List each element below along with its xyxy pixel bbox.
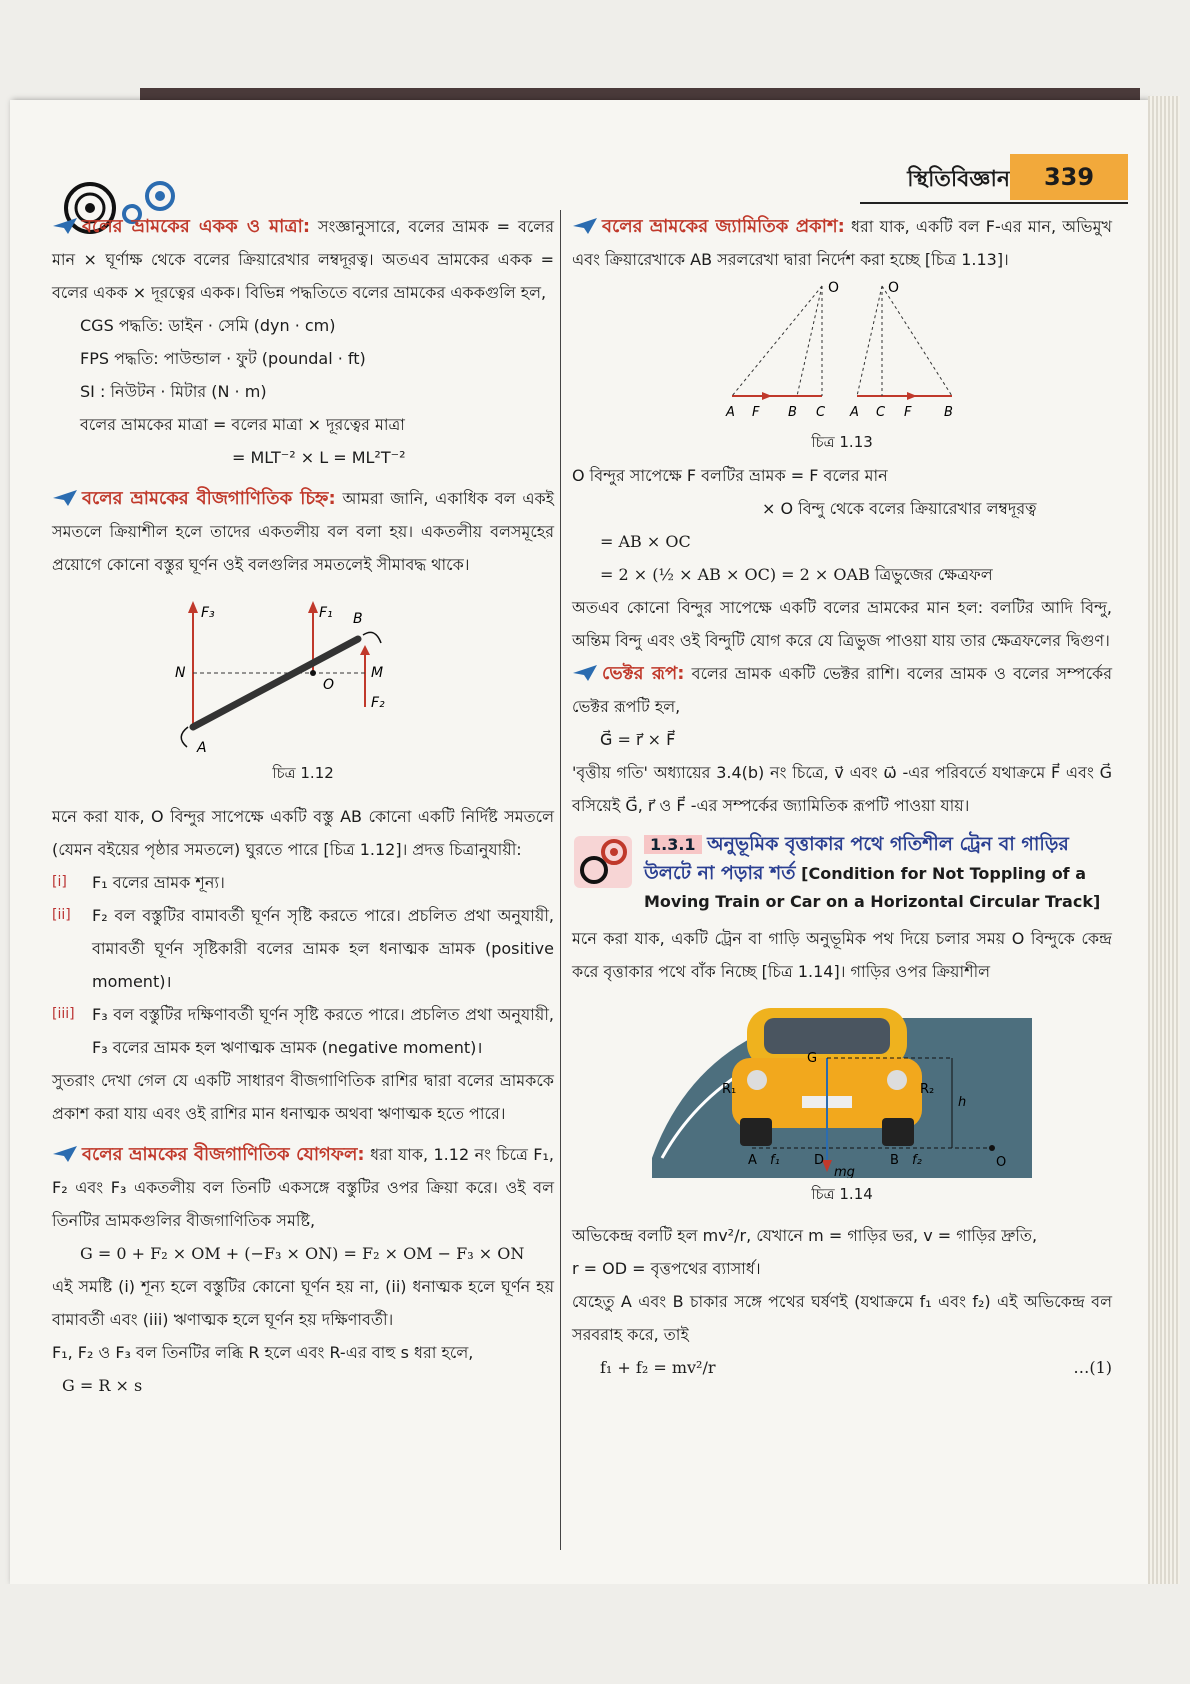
label-mg: mg	[834, 1165, 855, 1178]
sign-text: আমরা জানি, একাধিক বল একই সমতলে ক্রিয়াশীল হলে তাদের একতলীয় বল বলা হয়। একতলীয় বলসমূহের প্রয়োগে কোনো বস্তুর ঘূর্ণন ওই বলগুলির সমতলেই সীমাবদ্ধ থাকে।	[52, 489, 555, 574]
label-f2: F₂	[371, 695, 385, 711]
geometric-text: ধরা যাক, একটি বল F-এর মান, অভিমুখ এবং ক্রিয়ারেখাকে AB সরলরেখা দ্বারা নির্দেশ করা হচ্ছে [চিত্র 1.13]।	[572, 217, 1112, 269]
item-number: [i]	[52, 874, 67, 890]
f1-arrow	[308, 601, 318, 613]
section-sign	[52, 482, 554, 581]
equation-triangle: = 2 × (½ × AB × OC) = 2 × OAB ত্রিভুজের ক্ষেত্রফল	[600, 565, 993, 584]
para-resultant: F₁, F₂ ও F₃ বল তিনটির লব্ধি R হলে এবং R-এর বাহু s ধরা হলে,	[52, 1343, 474, 1362]
background-top	[0, 0, 1190, 100]
rotation-arrow-b	[363, 632, 381, 643]
header-rule	[860, 202, 1128, 204]
section-algebraic-sum	[52, 1138, 554, 1237]
list-item	[52, 998, 554, 1064]
car-windshield	[764, 1018, 890, 1054]
paper-plane-icon	[572, 217, 598, 235]
para-car: মনে করা যাক, একটি ট্রেন বা গাড়ি অনুভূমিক পথ দিয়ে চলার সময় O বিন্দুকে কেন্দ্র করে বৃত্তাকার পথে বাঁক নিচ্ছে [চিত্র 1.14]। গাড়ির ওপর ক্রিয়াশীল	[572, 929, 1112, 981]
section-units	[52, 210, 554, 309]
label-g: G	[807, 1051, 818, 1066]
figure-1-13-caption: চিত্র 1.13	[811, 433, 873, 451]
label-a2: A	[850, 405, 859, 420]
vector-text: বলের ভ্রামক একটি ভেক্টর রাশি। বলের ভ্রামক ও বলের সম্পর্কের ভেক্টর রূপটি হল,	[572, 664, 1112, 716]
item-text: F₂ বল বস্তুটির বামাবর্তী ঘূর্ণন সৃষ্টি করতে পারে। প্রচলিত প্রথা অনুযায়ী, বামাবর্তী ঘূর্ণন সৃষ্টিকারী বলের ভ্রামক হল ধনাত্মক ভ্রামক (positive moment)।	[92, 906, 554, 991]
label-a: A	[748, 1153, 757, 1168]
fps-line: FPS পদ্ধতি: পাউন্ডাল · ফুট (poundal · ft)	[80, 349, 366, 368]
label-b1: B	[788, 405, 797, 420]
wheel-b	[882, 1118, 914, 1146]
car-on-track-diagram	[652, 988, 1032, 1178]
running-title: স্থিতিবিজ্ঞান	[907, 167, 1010, 192]
label-f2: F	[904, 405, 912, 420]
edge-ob-1	[797, 286, 822, 396]
left-column	[52, 210, 554, 1402]
label-a1: A	[726, 405, 735, 420]
column-divider	[560, 210, 561, 1550]
section-1-3-1	[572, 830, 1112, 916]
right-column	[572, 210, 1112, 1384]
center-o	[989, 1145, 995, 1151]
paper-plane-icon	[52, 217, 78, 235]
para-sum-cases: এই সমষ্টি (i) শূন্য হলে বস্তুটির কোনো ঘূর্ণন হয় না, (ii) ধনাত্মক হলে ঘূর্ণন হয় বামাবর্তী এবং (iii) ঋণাত্মক হলে ঘূর্ণন হয় দক্ষিণাবর্তী।	[52, 1277, 554, 1329]
label-b: B	[353, 611, 363, 627]
rotation-arrow-a	[181, 727, 188, 747]
label-o: O	[996, 1155, 1007, 1170]
equation-rs: G = R × s	[62, 1376, 143, 1395]
f2-arrow	[360, 645, 370, 655]
page-stack-edge	[1148, 96, 1180, 1586]
para-centripetal: অভিকেন্দ্র বলটি হল mv²/r, যেখানে m = গাড়ির ভর, v = গাড়ির দ্রুতি,	[572, 1226, 1038, 1245]
arrow-f-2	[907, 392, 917, 400]
para-triangle: অতএব কোনো বিন্দুর সাপেক্ষে একটি বলের ভ্রামকের মান হল: বলটির আদি বিন্দু, অন্তিম বিন্দু এবং ওই বিন্দুটি যোগ করে যে ত্রিভুজ পাওয়া যায় তার ক্ষেত্রফলের দ্বিগুণ।	[572, 598, 1112, 650]
figure-1-14	[572, 988, 1112, 1211]
equation-final-text: f₁ + f₂ = mv²/r	[600, 1358, 716, 1377]
section-title-bn: অনুভূমিক বৃত্তাকার পথে গতিশীল ট্রেন বা গাড়ির উলটে না পড়ার শর্ত	[644, 833, 1069, 884]
para-fig12: মনে করা যাক, O বিন্দুর সাপেক্ষে একটি বস্তু AB কোনো একটি নির্দিষ্ট সমতলে (যেমন বইয়ের পৃষ্ঠার সমতলে) ঘুরতে পারে [চিত্র 1.12]। প্রদত্ত চিত্রানুযায়ী:	[52, 807, 554, 859]
para-conclusion: সুতরাং দেখা গেল যে একটি সাধারণ বীজগাণিতিক রাশির দ্বারা বলের ভ্রামককে প্রকাশ করা যায় এবং ওই রাশির মান ধনাত্মক অথবা ঋণাত্মক হতে পারে।	[52, 1071, 554, 1123]
section-title	[644, 830, 1112, 916]
label-f1: F	[752, 405, 760, 420]
gear-section-icon	[572, 830, 636, 894]
triangle-diagram	[722, 276, 962, 426]
geometric-title: বলের ভ্রামকের জ্যামিতিক প্রকাশ:	[602, 216, 845, 237]
label-f1: F₁	[319, 605, 333, 621]
edge-ob-2	[882, 286, 952, 396]
equation-vector: G⃗ = r⃗ × F⃗	[600, 730, 676, 749]
section-vector	[572, 657, 1112, 723]
label-f3: F₃	[201, 605, 215, 621]
figure-1-14-caption: চিত্র 1.14	[811, 1185, 873, 1203]
figure-1-12-caption: চিত্র 1.12	[272, 764, 334, 782]
equation-ab-oc: = AB × OC	[600, 532, 691, 551]
section-number: 1.3.1	[644, 835, 702, 854]
sign-title: বলের ভ্রামকের বীজগাণিতিক চিহ্ন:	[82, 488, 336, 509]
item-number: [ii]	[52, 907, 71, 923]
para-vector: 'বৃত্তীয় গতি' অধ্যায়ের 3.4(b) নং চিত্রে, v⃗ এবং ω⃗ -এর পরিবর্তে যথাক্রমে F⃗ এবং G⃗ বসিয়েই G⃗, r⃗ ও F⃗ -এর সম্পর্কের জ্যামিতিক রূপটি পাওয়া যায়।	[572, 763, 1112, 815]
f3-arrow	[188, 601, 198, 613]
algebraic-sum-title: বলের ভ্রামকের বীজগাণিতিক যোগফল:	[82, 1144, 365, 1165]
paper-plane-icon	[572, 664, 598, 682]
label-b: B	[890, 1153, 899, 1168]
list-item	[52, 899, 554, 998]
label-o1: O	[828, 280, 840, 296]
label-c1: C	[816, 405, 826, 420]
equation-number: …(1)	[1073, 1358, 1112, 1377]
label-h: h	[958, 1095, 967, 1110]
dimension-line-2: = MLT⁻² × L = ML²T⁻²	[232, 448, 406, 467]
paper-plane-icon	[52, 489, 78, 507]
wheel-a	[740, 1118, 772, 1146]
label-c2: C	[876, 405, 886, 420]
label-f1: f₁	[770, 1153, 780, 1168]
units-title: বলের ভ্রামকের একক ও মাত্রা:	[82, 216, 311, 237]
label-d: D	[814, 1153, 825, 1168]
dimension-line-1: বলের ভ্রামকের মাত্রা = বলের মাত্রা × দূরত্বের মাত্রা	[80, 415, 405, 434]
vector-title: ভেক্টর রূপ:	[602, 663, 685, 684]
para-friction: যেহেতু A এবং B চাকার সঙ্গে পথের ঘর্ষণই (যথাক্রমে f₁ এবং f₂) এই অভিকেন্দ্র বল সরবরাহ করে, তাই	[572, 1292, 1112, 1344]
figure-1-12	[52, 587, 554, 790]
label-r2: R₂	[920, 1082, 935, 1097]
label-o: O	[323, 677, 335, 693]
label-a: A	[197, 740, 207, 756]
pivot-o	[310, 670, 316, 676]
paper-plane-icon	[52, 1145, 78, 1163]
figure-1-13	[572, 276, 1112, 459]
page-number: 339	[1010, 154, 1128, 200]
car-headlight-left	[747, 1070, 767, 1090]
label-f2: f₂	[912, 1153, 922, 1168]
cgs-line: CGS পদ্ধতি: ডাইন · সেমি (dyn · cm)	[80, 316, 336, 335]
item-number: [iii]	[52, 1006, 75, 1022]
si-line: SI : নিউটন · মিটার (N · m)	[80, 382, 267, 401]
moment-def-1: O বিন্দুর সাপেক্ষে F বলটির ভ্রামক = F বলের মান	[572, 466, 888, 485]
label-b2: B	[944, 405, 953, 420]
label-m: M	[371, 665, 384, 681]
item-text: F₁ বলের ভ্রামক শূন্য।	[92, 873, 225, 892]
label-r1: R₁	[722, 1082, 737, 1097]
moment-def-2: × O বিন্দু থেকে বলের ক্রিয়ারেখার লম্বদূরত্ব	[762, 499, 1037, 518]
units-text: সংজ্ঞানুসারে, বলের ভ্রামক = বলের মান × ঘূর্ণাক্ষ থেকে বলের ক্রিয়ারেখার লম্বদূরত্ব। অতএব ভ্রামকের একক = বলের একক × দূরত্বের একক। বিভিন্ন পদ্ধতিতে বলের ভ্রামকের এককগুলি হল,	[52, 217, 554, 302]
lever-diagram	[153, 587, 453, 757]
item-text: F₃ বল বস্তুটির দক্ষিণাবর্তী ঘূর্ণন সৃষ্টি করতে পারে। প্রচলিত প্রথা অনুযায়ী, F₃ বলের ভ্রামক হল ঋণাত্মক ভ্রামক (negative moment)।	[92, 1005, 554, 1057]
algebraic-sum-text: ধরা যাক, 1.12 নং চিত্রে F₁, F₂ এবং F₃ একতলীয় বল তিনটি একসঙ্গে বস্তুটির ওপর ক্রিয়া করে। ওই বল তিনটির ভ্রামকগুলির বীজগাণিতিক সমষ্টি,	[52, 1145, 554, 1230]
label-o2: O	[888, 280, 900, 296]
background-bottom	[0, 1584, 1190, 1684]
list-item	[52, 866, 554, 899]
equation-final	[572, 1351, 1112, 1384]
label-n: N	[175, 665, 186, 681]
car-headlight-right	[887, 1070, 907, 1090]
section-title-en: [Condition for Not Toppling of a Moving Train or Car on a Horizontal Circular Track]	[644, 864, 1101, 911]
para-radius: r = OD = বৃত্তপথের ব্যাসার্ধ।	[572, 1259, 761, 1278]
edge-oa-2	[857, 286, 882, 396]
section-geometric	[572, 210, 1112, 276]
edge-oa-1	[732, 286, 822, 396]
equation-g: G = 0 + F₂ × OM + (−F₃ × ON) = F₂ × OM − F₃ × ON	[80, 1244, 525, 1263]
arrow-f-1	[762, 392, 772, 400]
